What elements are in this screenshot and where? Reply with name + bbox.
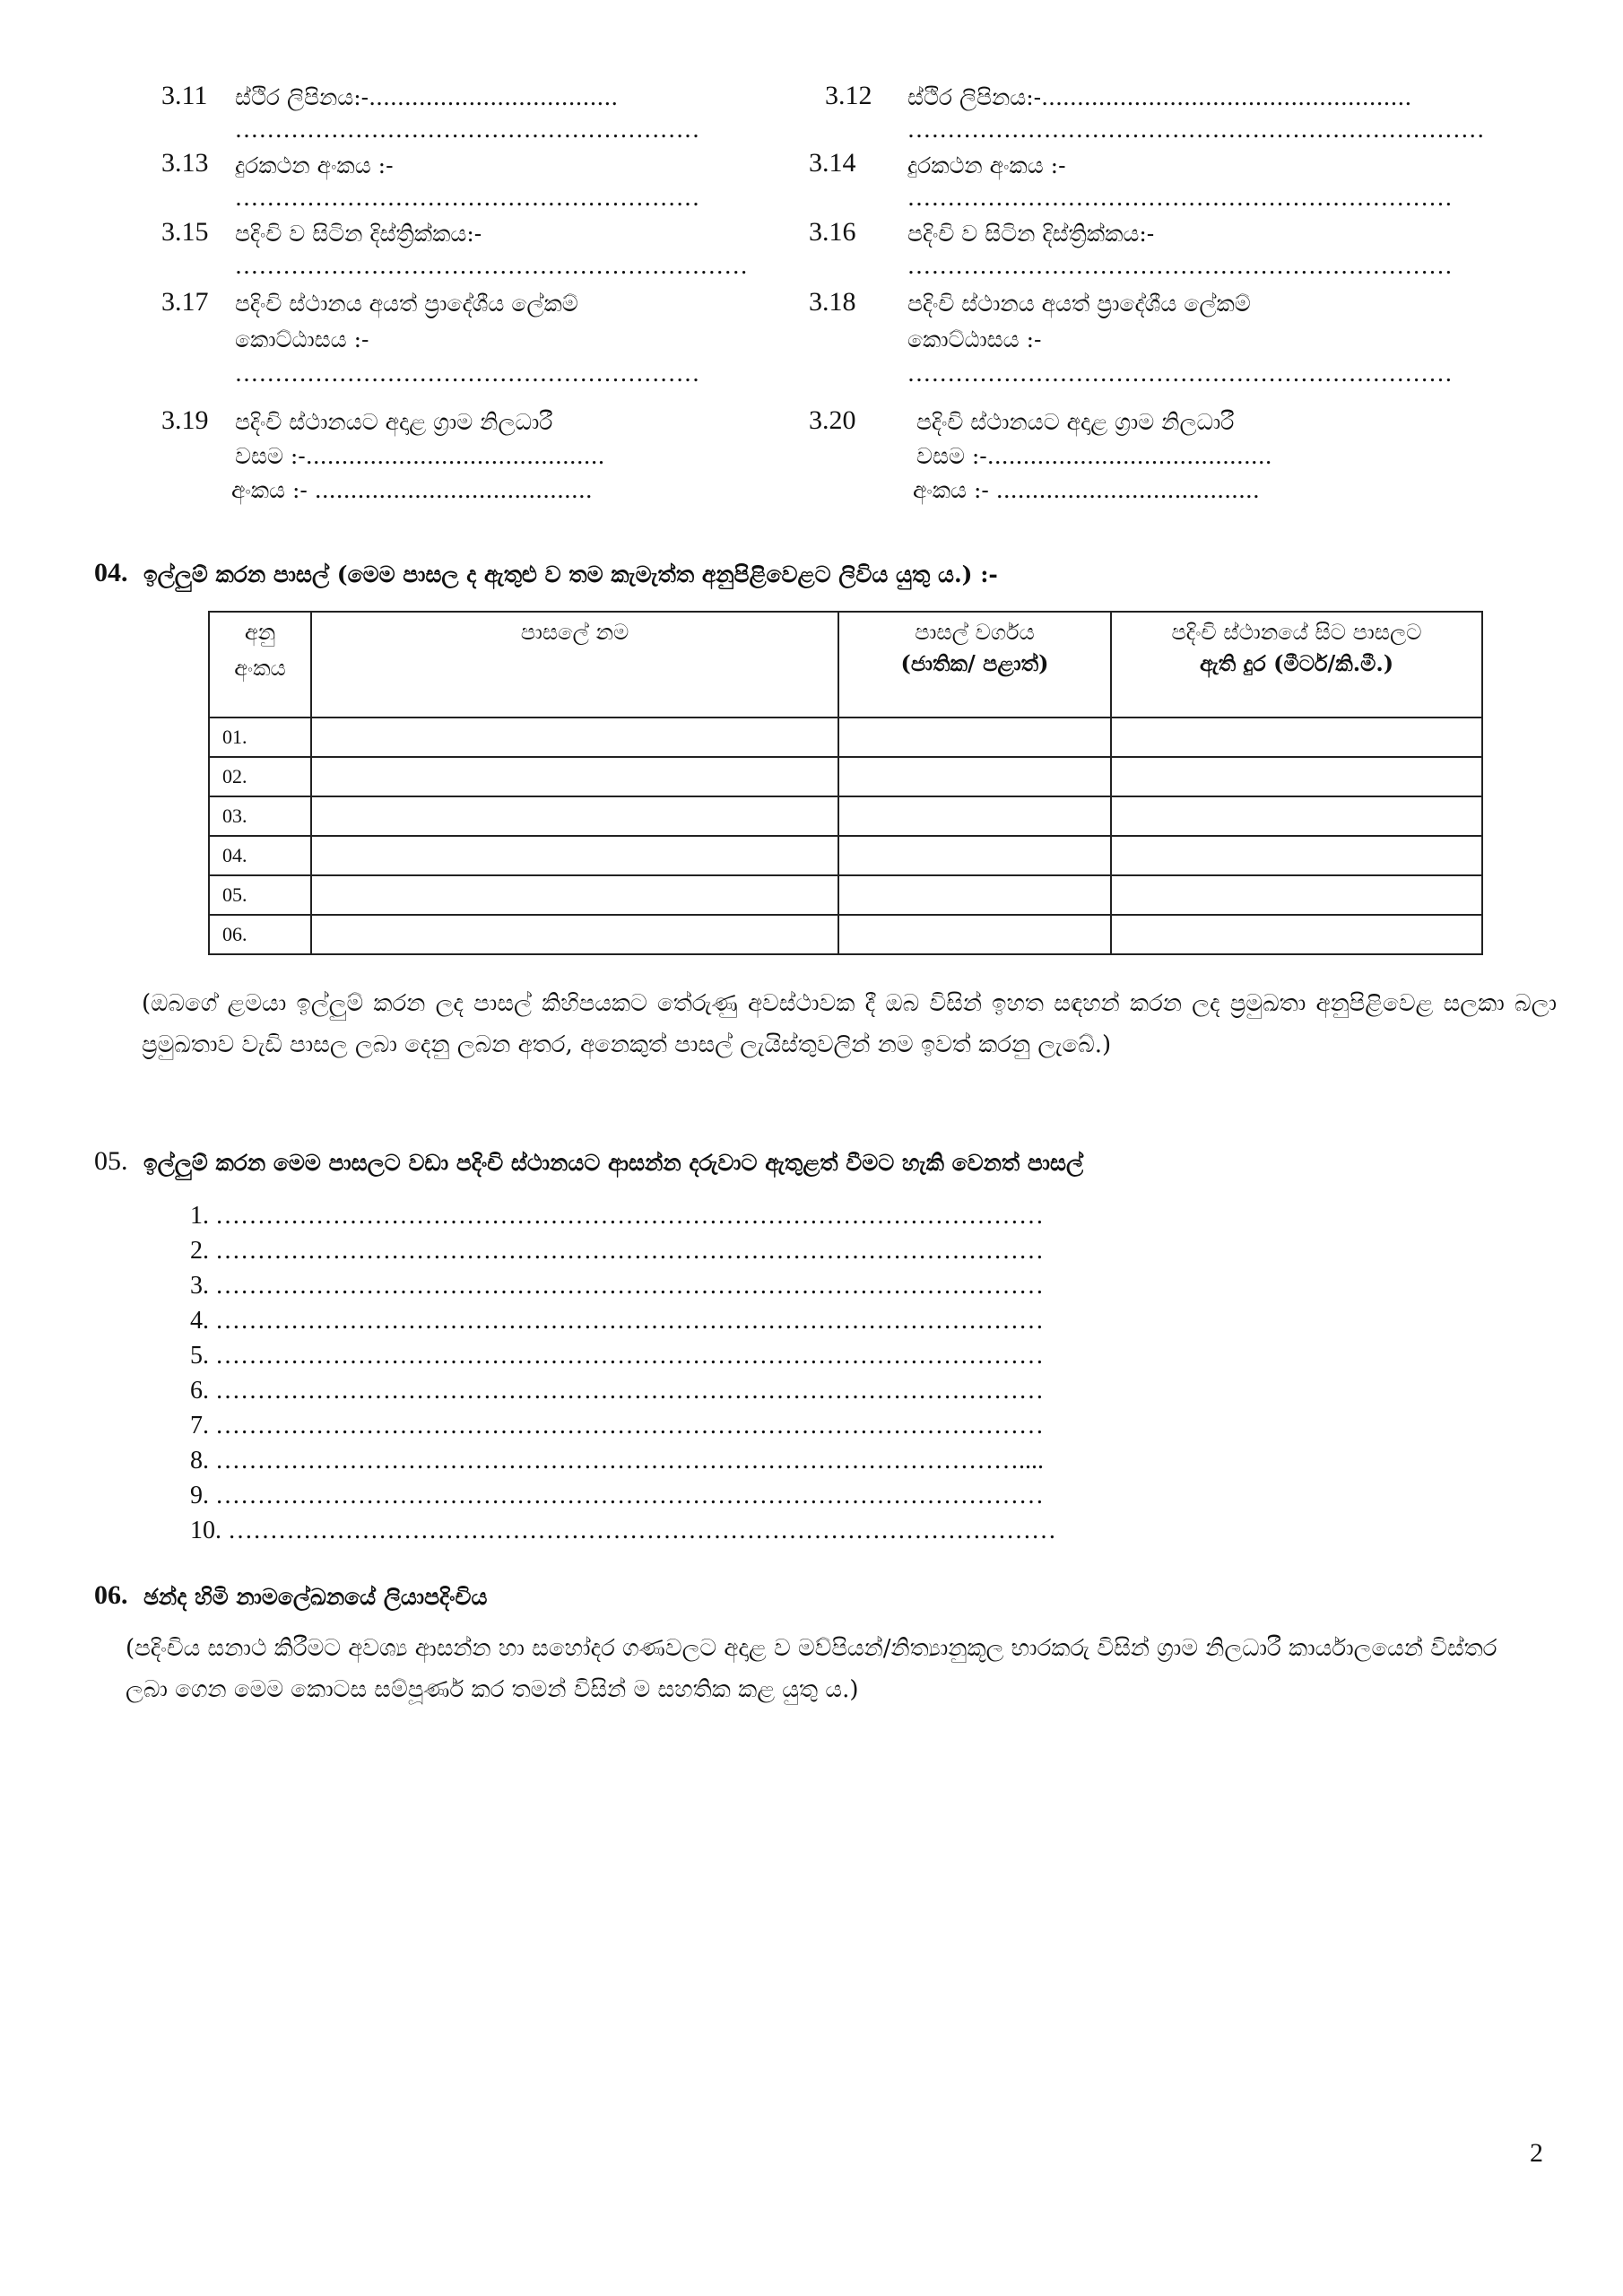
list-item[interactable]: 7. ……………………………………………………………………………………… (190, 1412, 1044, 1439)
divisional-secretariat-label-2: කොට්ඨාසය :- (907, 326, 1042, 352)
distance-cell[interactable] (1111, 915, 1482, 954)
row-number: 01. (209, 718, 311, 757)
row-number: 05. (209, 875, 311, 915)
list-item[interactable]: 6. ……………………………………………………………………………………… (190, 1377, 1044, 1405)
column-header-school-name: පාසලේ නම (311, 612, 838, 718)
school-type-cell[interactable] (838, 796, 1111, 836)
school-preference-table (208, 611, 1483, 955)
school-type-cell[interactable] (838, 718, 1111, 757)
distance-cell[interactable] (1111, 757, 1482, 796)
divisional-secretariat-line[interactable]: .......................................................... (235, 361, 700, 387)
school-name-cell[interactable] (311, 796, 838, 836)
column-header-distance: පදිංචි ස්ථානයේ සිට පාසලට ඇති දුර (මීටර්/කි.මී.) (1111, 612, 1482, 718)
gn-division-label: පදිංචි ස්ථානයට අදාළ ග්‍රාම නිලධාරී (235, 409, 553, 435)
gn-division-line[interactable]: වසම :-.......................................... (235, 443, 605, 469)
table-row (209, 718, 1482, 757)
table-row (209, 836, 1482, 875)
school-type-cell[interactable] (838, 875, 1111, 915)
field-number: 3.19 (161, 405, 209, 435)
district-line[interactable]: .................................................................... (907, 253, 1454, 279)
field-number: 3.13 (161, 148, 209, 178)
school-name-cell[interactable] (311, 875, 838, 915)
section-title: ඉල්ලුම් කරන පාසල් (මෙම පාසල ද ඇතුළු ව තම කැමැත්ත අනුපිළිවෙළට ලිවිය යුතු ය.) :- (143, 561, 998, 587)
section-title: ඡන්ද හිමි නාමලේඛනයේ ලියාපදිංචිය (143, 1584, 488, 1610)
column-header-serial: අනු අංකය (209, 612, 311, 718)
district-line[interactable]: ................................................................ (235, 253, 749, 279)
list-item[interactable]: 8. …………………………………………………………………………………….... (190, 1447, 1044, 1474)
school-type-cell[interactable] (838, 836, 1111, 875)
telephone-label: දුරකථන අංකය :- (907, 152, 1066, 178)
distance-cell[interactable] (1111, 796, 1482, 836)
divisional-secretariat-label-2: කොට්ඨාසය :- (235, 326, 369, 352)
list-item[interactable]: 9. ……………………………………………………………………………………… (190, 1482, 1044, 1509)
list-item[interactable]: 5. ……………………………………………………………………………………… (190, 1342, 1044, 1370)
column-header-school-type: පාසල් වර්ගය (ජාතික/ පළාත්) (838, 612, 1111, 718)
gn-division-label: පදිංචි ස්ථානයට අදාළ ග්‍රාම නිලධාරී (916, 409, 1235, 435)
school-type-cell[interactable] (838, 915, 1111, 954)
field-number: 3.11 (161, 81, 208, 110)
field-number: 3.18 (809, 287, 856, 317)
row-number: 02. (209, 757, 311, 796)
gn-division-line[interactable]: වසම :-........................................ (916, 443, 1272, 469)
school-type-cell[interactable] (838, 757, 1111, 796)
field-number: 3.14 (809, 148, 856, 178)
table-row (209, 757, 1482, 796)
distance-cell[interactable] (1111, 718, 1482, 757)
district-label: පදිංචි ව සිටින දිස්ත්‍රික්කය:- (235, 221, 482, 247)
school-name-cell[interactable] (311, 836, 838, 875)
gn-number-line[interactable]: අංකය :- ....................................... (231, 477, 593, 503)
distance-cell[interactable] (1111, 875, 1482, 915)
table-row (209, 875, 1482, 915)
section-title: ඉල්ලුම් කරන මෙම පාසලට වඩා පදිංචි ස්ථානයට ආසන්න දරුවාට ඇතුළත් වීමට හැකි වෙනත් පාසල් (143, 1150, 1084, 1176)
distance-cell[interactable] (1111, 836, 1482, 875)
permanent-address-line[interactable]: .......................................................... (235, 117, 700, 143)
field-number: 3.20 (809, 405, 856, 435)
section-number: 04. (94, 558, 128, 587)
school-name-cell[interactable] (311, 757, 838, 796)
district-label: පදිංචි ව සිටින දිස්ත්‍රික්කය:- (907, 221, 1155, 247)
row-number: 03. (209, 796, 311, 836)
divisional-secretariat-label: පදිංචි ස්ථානය අයත් ප්‍රාදේශීය ලේකම් (235, 291, 578, 317)
list-item[interactable]: 3. ……………………………………………………………………………………… (190, 1272, 1044, 1300)
permanent-address-line[interactable]: ........................................................................ (907, 117, 1486, 143)
section-number: 05. (94, 1146, 128, 1176)
divisional-secretariat-label: පදිංචි ස්ථානය අයත් ප්‍රාදේශීය ලේකම් (907, 291, 1251, 317)
section-number: 06. (94, 1580, 128, 1610)
permanent-address-label: ස්ථිර ලිපිනය:-................................... (235, 84, 619, 110)
field-number: 3.12 (825, 81, 872, 110)
list-item[interactable]: 2. ……………………………………………………………………………………… (190, 1237, 1044, 1265)
school-name-cell[interactable] (311, 718, 838, 757)
permanent-address-label: ස්ථිර ලිපිනය:-.................................................... (907, 84, 1412, 110)
row-number: 06. (209, 915, 311, 954)
list-item[interactable]: 1. ……………………………………………………………………………………… (190, 1202, 1044, 1230)
telephone-label: දුරකථන අංකය :- (235, 152, 394, 178)
table-row (209, 796, 1482, 836)
list-item[interactable]: 10. ……………………………………………………………………………………… (190, 1517, 1056, 1544)
row-number: 04. (209, 836, 311, 875)
telephone-line[interactable]: .................................................................... (907, 185, 1454, 211)
field-number: 3.15 (161, 217, 209, 247)
gn-number-line[interactable]: අංකය :- ..................................... (913, 477, 1260, 503)
field-number: 3.17 (161, 287, 209, 317)
divisional-secretariat-line[interactable]: .................................................................... (907, 361, 1454, 387)
electoral-register-note: (පදිංචිය සනාථ කිරීමට අවශ්‍ය ආසන්න හා සහෝදර ගණවලට අදාළ ව මව්පියන්/නිත්‍යානුකූල භාරකරු විසින් ග්‍රාම නිලධාරී කාර්යාලයෙන් විස්තර ලබා ගෙන මෙම කොටස සම්පූර්ණ කර තමන් විසින් ම සහතික කළ යුතු ය.) (126, 1635, 1497, 1703)
table-row (209, 915, 1482, 954)
preference-note: (ඔබගේ ළමයා ඉල්ලුම් කරන ලද පාසල් කිහිපයකට තේරුණු අවස්ථාවක දී ඔබ විසින් ඉහත සඳහන් කරන ලද ප්‍රමුඛතා අනුපිළිවෙළ සලකා බලා ප්‍රමුඛතාව වැඩි පාසල ලබා දෙනු ලබන අතර, අනෙකුත් පාසල් ලැයිස්තුවලින් නම ඉවත් කරනු ලැබේ.) (142, 990, 1557, 1058)
table-header-row (209, 612, 1482, 718)
page-number: 2 (1530, 2138, 1543, 2168)
field-number: 3.16 (809, 217, 856, 247)
list-item[interactable]: 4. ……………………………………………………………………………………… (190, 1307, 1044, 1335)
school-name-cell[interactable] (311, 915, 838, 954)
telephone-line[interactable]: .......................................................... (235, 185, 700, 211)
